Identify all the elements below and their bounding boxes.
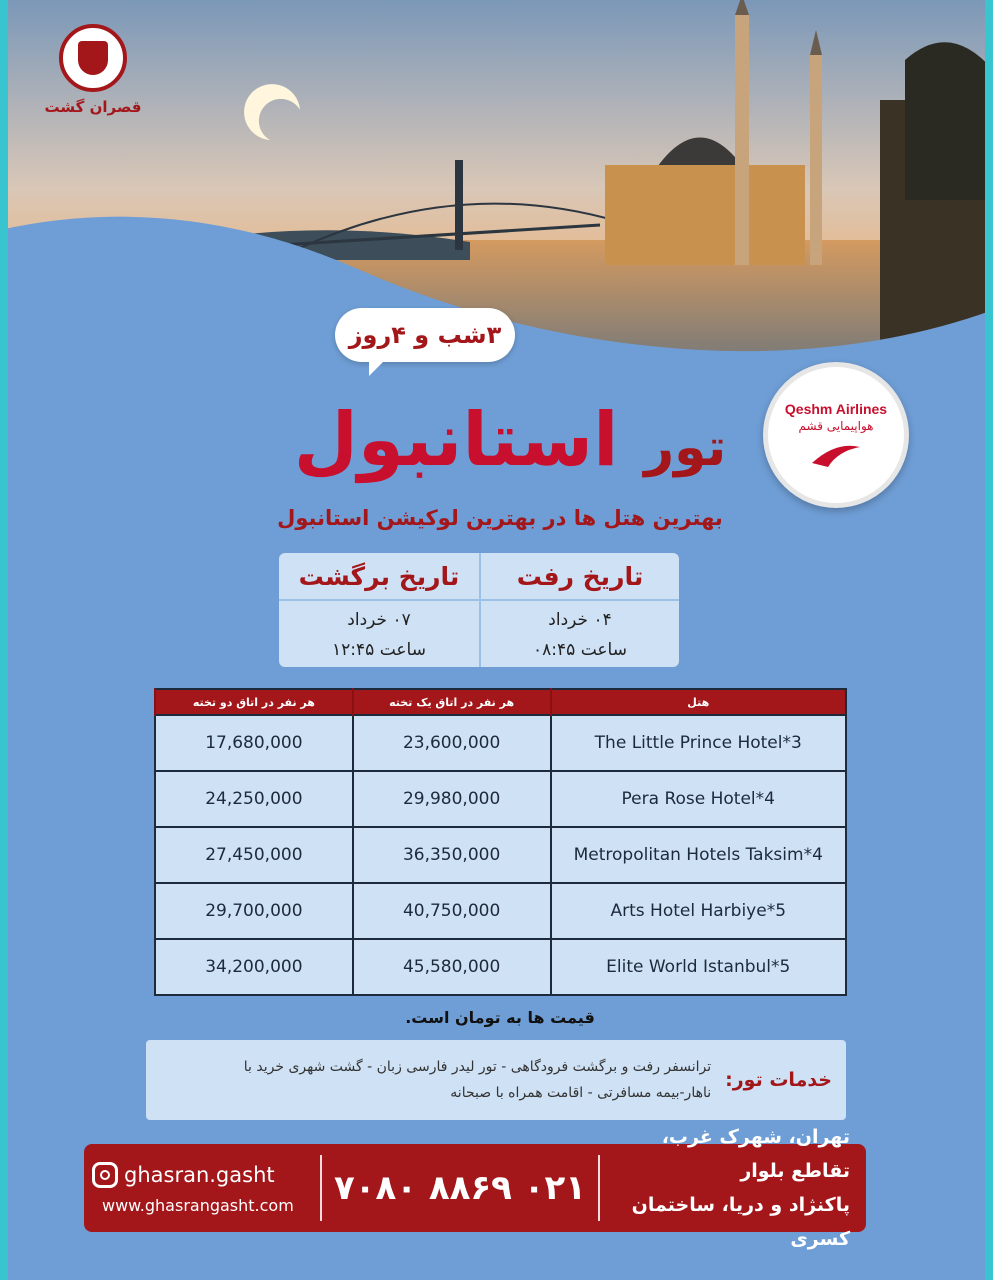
left-accent-stripe: [0, 0, 8, 1280]
instagram-handle: ghasran.gasht: [124, 1162, 275, 1187]
double-price: 24,250,000: [155, 771, 353, 827]
services-line-2: ناهار-بیمه مسافرتی - اقامت همراه با صبحانه: [450, 1085, 712, 1101]
currency-note: قیمت ها به تومان است.: [405, 1008, 595, 1027]
address-line-2: پاکنژاد و دریا، ساختمان کسری: [631, 1194, 850, 1250]
double-price: 17,680,000: [155, 715, 353, 771]
airline-name-fa: هواپیمایی قشم: [798, 419, 874, 433]
instagram-link[interactable]: [92, 1162, 320, 1188]
right-accent-stripe: [985, 0, 993, 1280]
table-row: [155, 715, 846, 771]
header-single: هر نفر در اتاق یک تخته: [353, 689, 551, 715]
table-row: [155, 939, 846, 995]
double-price: 34,200,000: [155, 939, 353, 995]
brand-name: قصران گشت: [44, 98, 142, 116]
table-row: [155, 827, 846, 883]
services-label: خدمات تور:: [725, 1069, 832, 1091]
airline-name-en: Qeshm Airlines: [784, 401, 888, 417]
subtitle: بهترین هتل ها در بهترین لوکیشن استانبول: [277, 506, 723, 530]
footer-divider: [598, 1155, 600, 1221]
services-line-1: ترانسفر رفت و برگشت فرودگاهی - تور لیدر فارسی زبان - گشت شهری خرید با: [243, 1059, 712, 1075]
tour-services: [146, 1040, 846, 1120]
airline-mark-icon: [808, 441, 864, 469]
footer-divider: [320, 1155, 322, 1221]
single-price: 23,600,000: [353, 715, 551, 771]
phone-number[interactable]: ۰۲۱ ۸۸۶۹ ۷۰۸۰: [334, 1168, 586, 1208]
services-text: [244, 1054, 711, 1106]
duration-badge: ۳شب و ۴روز: [335, 308, 515, 362]
address-line-1: تهران، شهرک غرب، تقاطع بلوار: [661, 1126, 850, 1182]
shield-icon: [59, 24, 127, 92]
social-block: [84, 1162, 320, 1215]
departure-time: ساعت ۰۸:۴۵: [533, 640, 627, 660]
dates-box: [279, 553, 679, 667]
instagram-icon: [92, 1162, 118, 1188]
return-time: ساعت ۱۲:۴۵: [332, 640, 426, 660]
departure-column: [479, 553, 679, 667]
table-row: [155, 883, 846, 939]
brand-logo: [38, 24, 148, 134]
hotel-name: Metropolitan Hotels Taksim*4: [551, 827, 847, 883]
single-price: 45,580,000: [353, 939, 551, 995]
title-prefix: تور: [644, 418, 727, 478]
single-price: 40,750,000: [353, 883, 551, 939]
table-row: [155, 771, 846, 827]
header-double: هر نفر در اتاق دو تخته: [155, 689, 353, 715]
address: [600, 1120, 866, 1256]
double-price: 29,700,000: [155, 883, 353, 939]
single-price: 36,350,000: [353, 827, 551, 883]
hotel-name: Pera Rose Hotel*4: [551, 771, 847, 827]
website-link[interactable]: www.ghasrangasht.com: [102, 1195, 294, 1215]
departure-day: ۰۴ خرداد: [548, 610, 612, 630]
hotel-name: Arts Hotel Harbiye*5: [551, 883, 847, 939]
contact-footer: [84, 1126, 866, 1250]
return-day: ۰۷ خرداد: [347, 610, 411, 630]
single-price: 29,980,000: [353, 771, 551, 827]
title-main: استانبول: [293, 397, 619, 483]
hotel-name: Elite World Istanbul*5: [551, 939, 847, 995]
price-table: [154, 688, 847, 996]
page-title: [290, 390, 730, 498]
return-label: تاریخ برگشت: [279, 553, 479, 601]
airline-logo: [763, 362, 909, 508]
return-column: [279, 553, 479, 667]
header-hotel: هتل: [551, 689, 847, 715]
table-header-row: [155, 689, 846, 715]
hotel-name: The Little Prince Hotel*3: [551, 715, 847, 771]
double-price: 27,450,000: [155, 827, 353, 883]
departure-label: تاریخ رفت: [481, 553, 679, 601]
